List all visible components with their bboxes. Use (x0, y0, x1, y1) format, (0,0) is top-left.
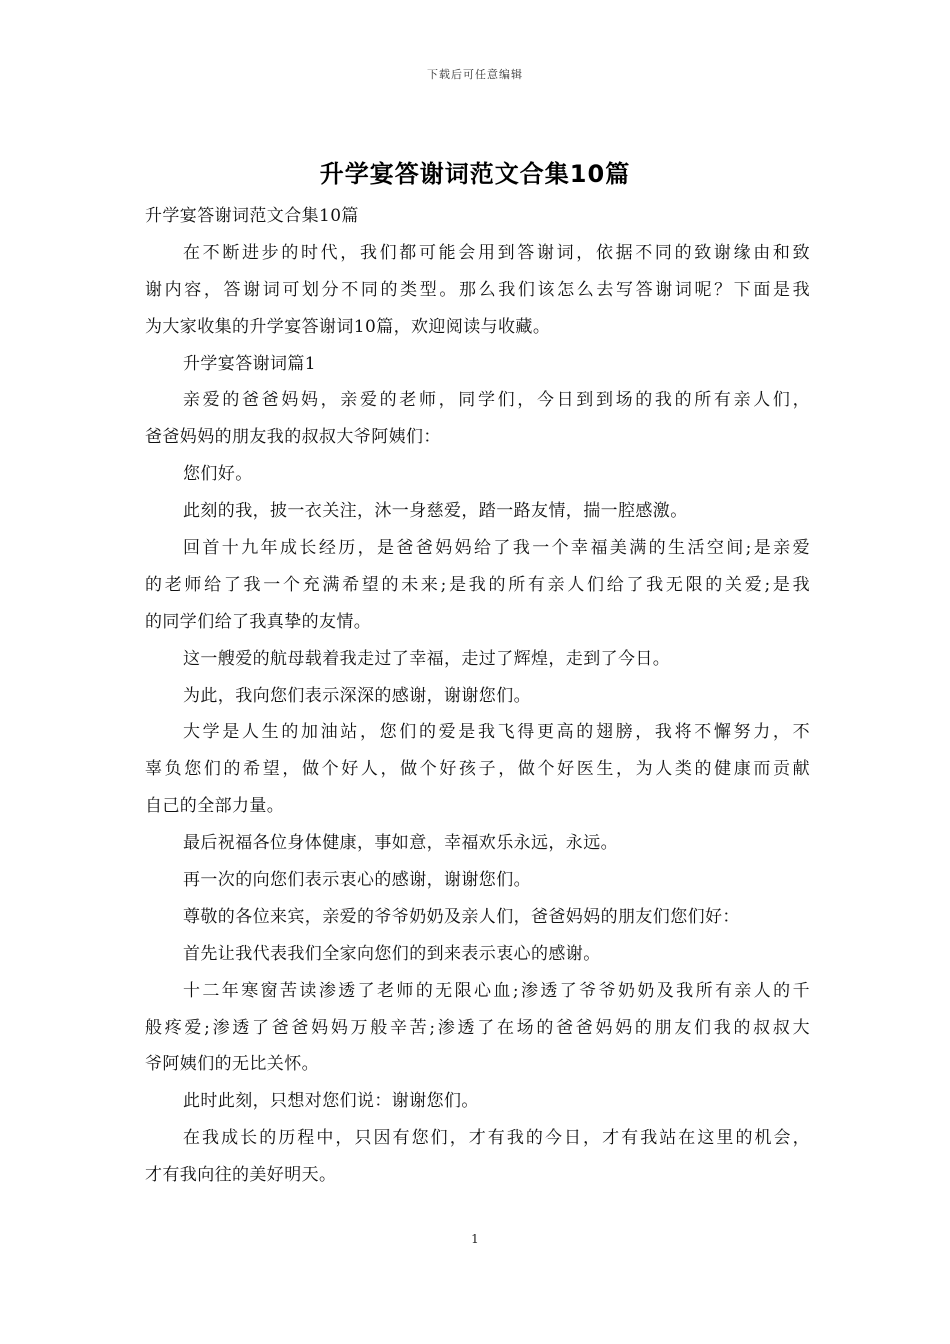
paragraph-line: 回首十九年成长经历，是爸爸妈妈给了我一个幸福美满的生活空间;是亲爱 (183, 538, 810, 559)
paragraph-line: 亲爱的爸爸妈妈，亲爱的老师，同学们，今日到到场的我的所有亲人们， (183, 390, 810, 411)
paragraph-line: 般疼爱;渗透了爸爸妈妈万般辛苦;渗透了在场的爸爸妈妈的朋友们我的叔叔大 (145, 1017, 810, 1038)
paragraph-line: 此时此刻，只想对您们说：谢谢您们。 (183, 1091, 479, 1112)
paragraph-line: 再一次的向您们表示衷心的感谢，谢谢您们。 (183, 870, 531, 891)
subtitle-line: 升学宴答谢词范文合集10篇 (145, 206, 359, 226)
paragraph-line: 尊敬的各位来宾，亲爱的爷爷奶奶及亲人们，爸爸妈妈的朋友们您们好： (183, 906, 740, 927)
paragraph-line: 才有我向往的美好明天。 (145, 1165, 337, 1186)
paragraph-line: 为大家收集的升学宴答谢词10篇，欢迎阅读与收藏。 (145, 316, 551, 337)
paragraph-line: 自己的全部力量。 (145, 796, 285, 817)
paragraph-line: 首先让我代表我们全家向您们的到来表示衷心的感谢。 (183, 943, 601, 964)
paragraph-line: 辜负您们的希望，做个好人，做个好孩子，做个好医生，为人类的健康而贡献 (145, 759, 810, 780)
paragraph-line: 您们好。 (183, 464, 253, 485)
paragraph-line: 爷阿姨们的无比关怀。 (145, 1054, 319, 1075)
paragraph-line: 最后祝福各位身体健康，事如意，幸福欢乐永远，永远。 (183, 833, 618, 854)
paragraph-line: 在我成长的历程中，只因有您们，才有我的今日，才有我站在这里的机会， (183, 1128, 810, 1149)
paragraph-line: 为此，我向您们表示深深的感谢，谢谢您们。 (183, 685, 531, 706)
header-note: 下载后可任意编辑 (427, 68, 523, 81)
document-body (145, 198, 810, 1194)
paragraph-line: 此刻的我，披一衣关注，沐一身慈爱，踏一路友情，揣一腔感激。 (183, 501, 688, 522)
page-number: 1 (471, 1232, 479, 1246)
paragraph-line: 谢内容，答谢词可划分不同的类型。那么我们该怎么去写答谢词呢？下面是我 (145, 279, 810, 300)
paragraph-line: 的同学们给了我真挚的友情。 (145, 611, 372, 632)
paragraph-line: 大学是人生的加油站，您们的爱是我飞得更高的翅膀，我将不懈努力，不 (183, 722, 810, 743)
paragraph-line: 这一艘爱的航母载着我走过了幸福，走过了辉煌，走到了今日。 (183, 648, 671, 669)
paragraph-line: 的老师给了我一个充满希望的未来;是我的所有亲人们给了我无限的关爱;是我 (145, 574, 810, 595)
paragraph-line: 爸爸妈妈的朋友我的叔叔大爷阿姨们： (145, 427, 441, 448)
paragraph-line: 十二年寒窗苦读渗透了老师的无限心血;渗透了爷爷奶奶及我所有亲人的千 (183, 980, 810, 1001)
document-title: 升学宴答谢词范文合集10篇 (319, 160, 631, 188)
section-heading: 升学宴答谢词篇1 (183, 353, 317, 374)
paragraph-line: 在不断进步的时代，我们都可能会用到答谢词，依据不同的致谢缘由和致 (183, 242, 810, 263)
